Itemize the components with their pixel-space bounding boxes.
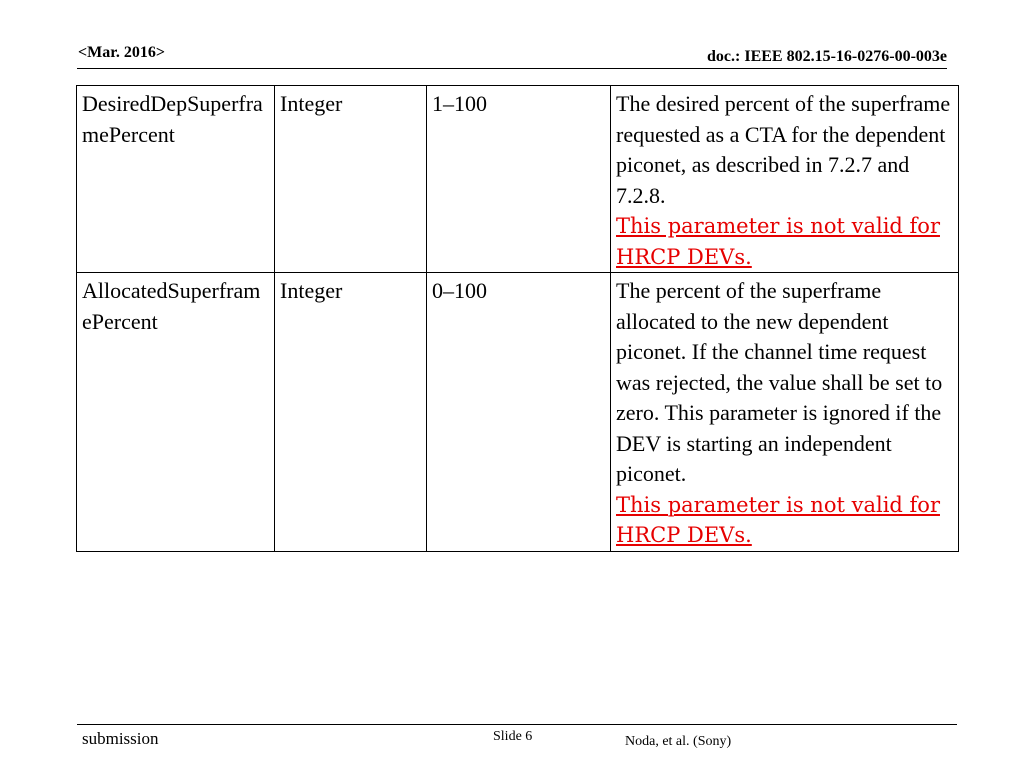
param-type-cell: Integer (275, 86, 427, 273)
table-row (77, 273, 959, 552)
table-row (77, 86, 959, 273)
param-range-cell: 1–100 (427, 86, 611, 273)
header-doc-id: doc.: IEEE 802.15-16-0276-00-003e (707, 48, 947, 65)
param-description-cell (611, 273, 959, 552)
param-range-cell: 0–100 (427, 273, 611, 552)
header-date: <Mar. 2016> (78, 44, 165, 61)
param-description: The percent of the superframe allocated to the new dependent piconet. If the channel time request was rejected, the value shall be set to zero. This parameter is ignored if the DEV is starting an independent piconet. (616, 278, 943, 486)
param-description: The desired percent of the superframe requested as a CTA for the dependent piconet, as described in 7.2.7 and 7.2.8. (616, 91, 951, 208)
param-note: This parameter is not valid for HRCP DEVs. (616, 492, 940, 547)
footer-authors: Noda, et al. (Sony) (625, 734, 732, 749)
param-note: This parameter is not valid for HRCP DEVs. (616, 214, 940, 269)
param-name-cell: AllocatedSuperframePercent (77, 273, 275, 552)
param-name-cell: DesiredDepSuperframePercent (77, 86, 275, 273)
param-type-cell: Integer (275, 273, 427, 552)
footer-submission: submission (82, 729, 159, 748)
footer-slide-number: Slide 6 (493, 729, 533, 744)
parameter-table (76, 85, 959, 552)
header-divider (77, 68, 947, 69)
footer-divider (77, 724, 957, 725)
param-description-cell (611, 86, 959, 273)
